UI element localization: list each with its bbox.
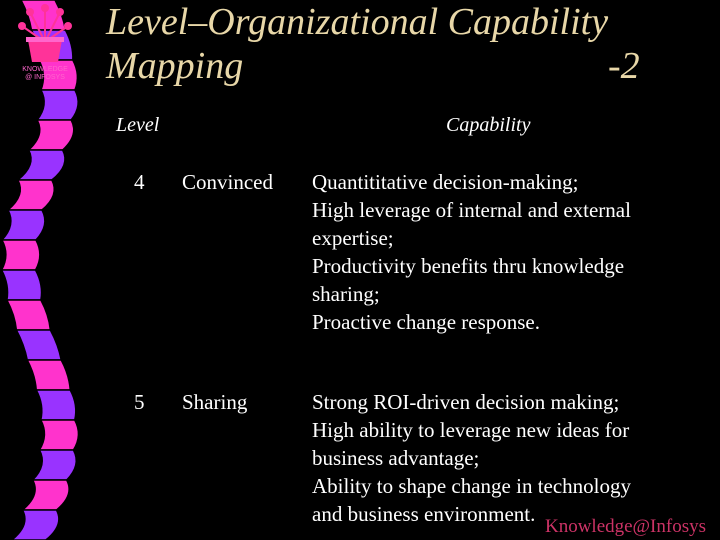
flower-pot-icon	[10, 4, 80, 66]
capability-line: Quantititative decision-making;	[312, 170, 579, 194]
capability-line: Ability to shape change in technology	[312, 474, 632, 498]
ribbon-segment	[2, 240, 40, 270]
ribbon-segment	[22, 480, 69, 510]
capability-line: business advantage;	[312, 446, 480, 470]
capability-line: Proactive change response.	[312, 310, 540, 334]
logo-text-line1: KNOWLEDGE	[22, 66, 68, 73]
ribbon-segment	[27, 360, 70, 390]
capability-line: Strong ROI-driven decision making;	[312, 390, 620, 414]
title-line1: Level–Organizational Capability	[106, 1, 609, 43]
row-level-name: Convinced	[182, 170, 273, 194]
ribbon-segment	[36, 390, 76, 420]
row-level-number: 5	[134, 390, 145, 414]
capability-line: High leverage of internal and external	[312, 198, 631, 222]
ribbon-segment	[8, 180, 54, 210]
title-suffix: -2	[608, 45, 640, 87]
footer-brand: Knowledge@Infosys	[544, 516, 706, 537]
capability-line: sharing;	[312, 282, 380, 306]
row-capabilities	[312, 388, 680, 528]
row-capabilities	[312, 168, 680, 336]
title-line2: Mapping	[106, 45, 244, 87]
header-capability: Capability	[446, 114, 531, 136]
ribbon-segment	[18, 150, 65, 180]
capability-line: and business environment.	[312, 502, 536, 526]
page-title	[106, 0, 706, 88]
ribbon-segment	[39, 420, 78, 450]
capability-line: Productivity benefits thru knowledge	[312, 254, 625, 278]
capability-line: High ability to leverage new ideas for	[312, 418, 630, 442]
row-level-name: Sharing	[182, 390, 248, 414]
ribbon-segment	[7, 300, 50, 330]
ribbon-segment	[16, 330, 61, 360]
row-level-number: 4	[134, 170, 145, 194]
ribbon-segment	[33, 450, 77, 480]
ribbon-segment	[2, 210, 45, 240]
ribbon-segment	[29, 120, 74, 150]
capability-line: expertise;	[312, 226, 394, 250]
logo-text-line2: @ INFOSYS	[25, 74, 65, 81]
ribbon-segment	[12, 510, 59, 540]
infosys-logo	[10, 4, 80, 82]
ribbon-segment	[37, 90, 78, 120]
ribbon-segment	[2, 270, 42, 300]
header-level: Level	[116, 114, 160, 136]
